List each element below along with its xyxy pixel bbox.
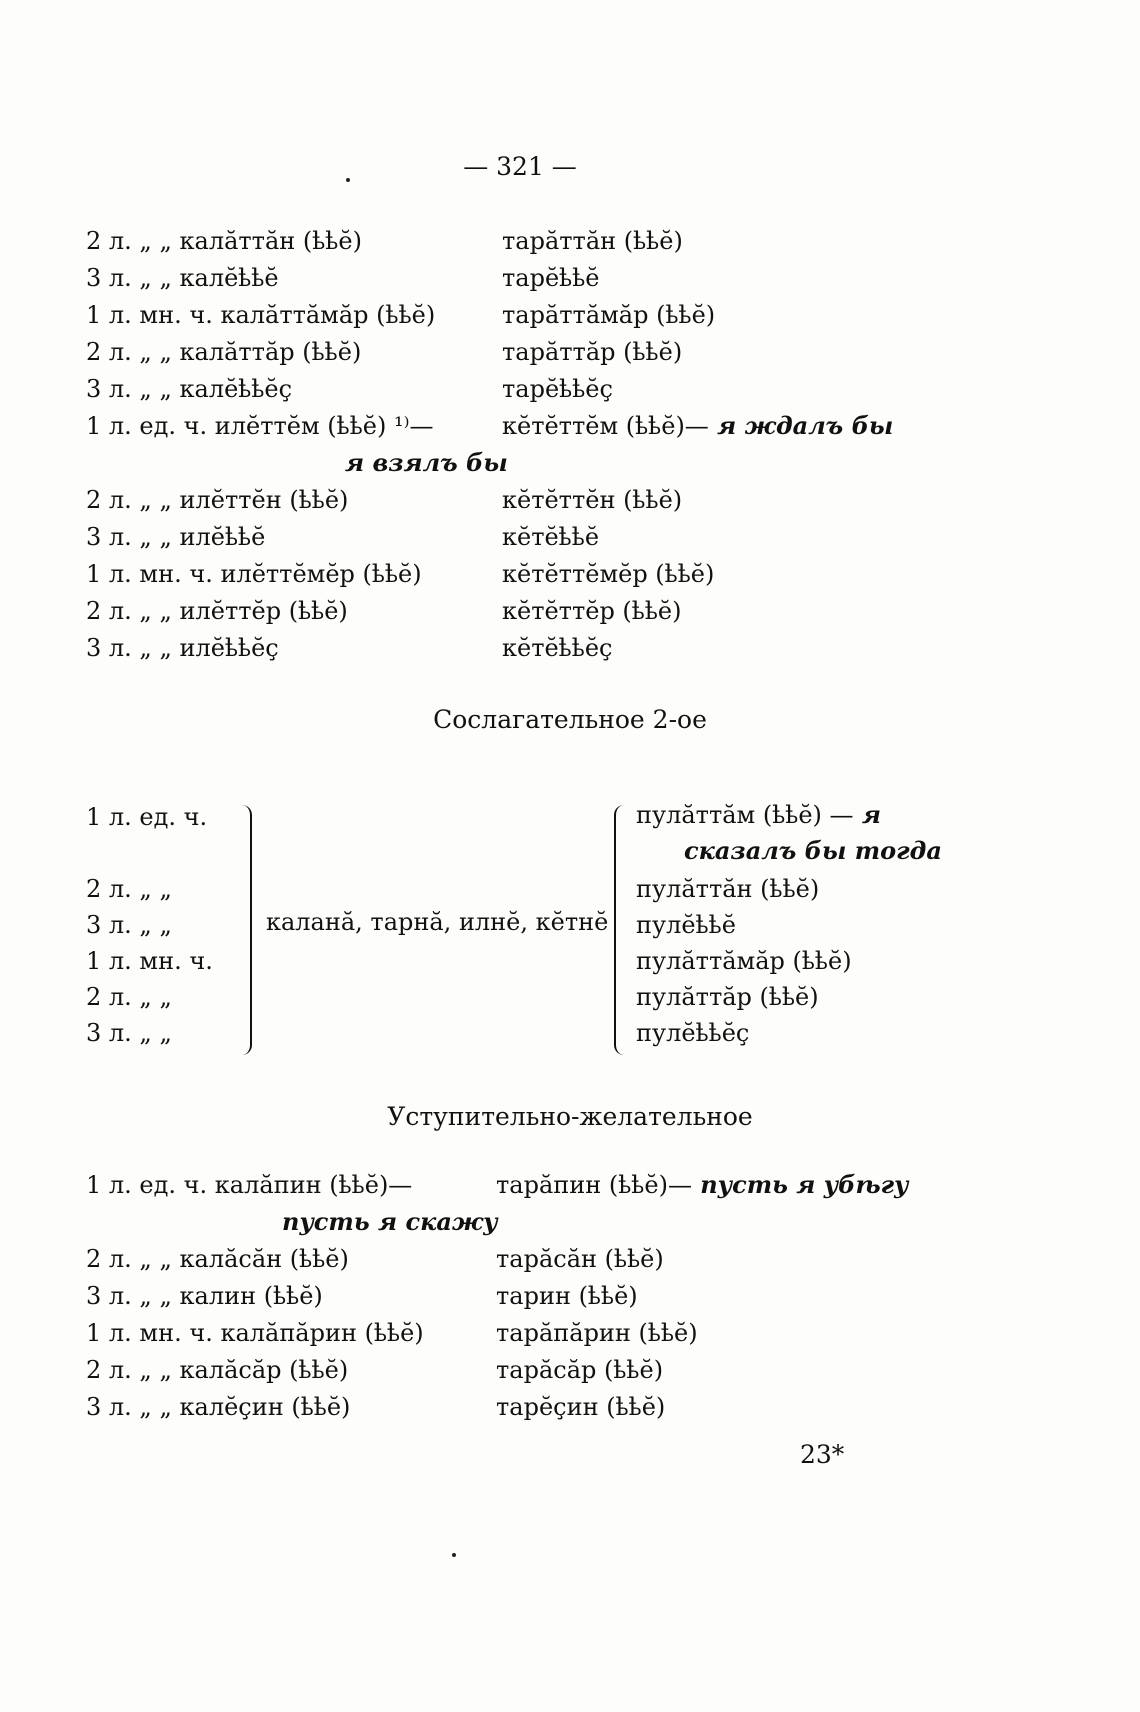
form-left: 1 л. ед. ч. калăпин (ҍҍĕ)— <box>86 1171 413 1199</box>
aux-text: пулĕҍҍĕ <box>636 911 736 939</box>
aux-form <box>636 910 736 940</box>
aux-form <box>636 1018 749 1048</box>
form-left: 2 л. „ „ калăсăн (ҍҍĕ) <box>86 1245 349 1273</box>
form-right: тарăттăр (ҍҍĕ) <box>502 338 683 366</box>
gloss-left: я взялъ бы <box>345 448 508 477</box>
aux-text: пулĕҍҍĕç <box>636 1019 750 1047</box>
form-left: 3 л. „ „ калĕçин (ҍҍĕ) <box>86 1393 351 1421</box>
speck <box>346 178 350 182</box>
aux-gloss: я <box>853 800 881 829</box>
form-right: кĕтĕттĕм (ҍҍĕ)— я ждалъ бы <box>502 411 894 440</box>
form-right: тарăсăн (ҍҍĕ) <box>496 1245 664 1273</box>
form-left: 3 л. „ „ калĕҍҍĕ <box>86 264 279 292</box>
form-left: 2 л. „ „ калăттăр (ҍҍĕ) <box>86 338 362 366</box>
form-left: 2 л. „ „ калăттăн (ҍҍĕ) <box>86 227 362 255</box>
form-left: 3 л. „ „ калин (ҍҍĕ) <box>86 1282 323 1310</box>
right-brace <box>614 805 630 1055</box>
signature-mark: 23* <box>800 1440 845 1469</box>
form-right: тарин (ҍҍĕ) <box>496 1282 638 1310</box>
form-right: кĕтĕттĕмĕр (ҍҍĕ) <box>502 560 715 588</box>
aux-text: пулăттăр (ҍҍĕ) <box>636 983 819 1011</box>
heading-concessive: Уступительно-желательное <box>387 1102 753 1131</box>
aux-gloss: сказалъ бы тогда <box>684 836 942 865</box>
form-right: тарĕҍҍĕç <box>502 375 613 403</box>
aux-form <box>636 874 819 904</box>
form-left: 3 л. „ „ калĕҍҍĕç <box>86 375 293 403</box>
verb-stems: каланă, тарнă, илнĕ, кĕтнĕ <box>266 908 609 936</box>
form-left: 2 л. „ „ илĕттĕр (ҍҍĕ) <box>86 597 348 625</box>
form-left: 1 л. мн. ч. илĕттĕмĕр (ҍҍĕ) <box>86 560 422 588</box>
person-label: 1 л. ед. ч. <box>86 803 208 831</box>
speck <box>452 1553 456 1557</box>
aux-text: пулăттăн (ҍҍĕ) <box>636 875 820 903</box>
gloss-right: я ждалъ бы <box>708 411 894 440</box>
form-left: 1 л. ед. ч. илĕттĕм (ҍҍĕ) ¹⁾— <box>86 412 434 440</box>
form-left: 2 л. „ „ калăсăр (ҍҍĕ) <box>86 1356 349 1384</box>
aux-text: пулăттăмăр (ҍҍĕ) <box>636 947 852 975</box>
aux-form <box>684 836 942 866</box>
form-right: кĕтĕттĕн (ҍҍĕ) <box>502 486 683 514</box>
form-right: тарăсăр (ҍҍĕ) <box>496 1356 664 1384</box>
person-label: 2 л. „ „ <box>86 983 172 1011</box>
form-right: кĕтĕттĕр (ҍҍĕ) <box>502 597 682 625</box>
page-number: — 321 — <box>463 152 577 181</box>
form-left: 1 л. мн. ч. калăпăрин (ҍҍĕ) <box>86 1319 424 1347</box>
form-right: тарăттăмăр (ҍҍĕ) <box>502 301 716 329</box>
person-label: 1 л. мн. ч. <box>86 947 213 975</box>
aux-text: пулăттăм (ҍҍĕ) — <box>636 801 854 829</box>
person-label: 3 л. „ „ <box>86 1019 172 1047</box>
person-label: 2 л. „ „ <box>86 875 172 903</box>
left-brace <box>236 805 252 1055</box>
aux-form <box>636 800 881 830</box>
form-left: 2 л. „ „ илĕттĕн (ҍҍĕ) <box>86 486 349 514</box>
heading-subjunctive-2: Сослагательное 2-ое <box>433 705 707 734</box>
form-right: тарăпин (ҍҍĕ)— пусть я убѣгу <box>496 1170 909 1199</box>
form-right: тарĕçин (ҍҍĕ) <box>496 1393 666 1421</box>
aux-form <box>636 982 819 1012</box>
gloss-left: пусть я скажу <box>282 1207 498 1236</box>
person-label: 3 л. „ „ <box>86 911 172 939</box>
form-left: 3 л. „ „ илĕҍҍĕç <box>86 634 279 662</box>
gloss-right: пусть я убѣгу <box>691 1170 909 1199</box>
aux-form <box>636 946 852 976</box>
form-right: тарăпăрин (ҍҍĕ) <box>496 1319 698 1347</box>
form-left: 1 л. мн. ч. калăттăмăр (ҍҍĕ) <box>86 301 436 329</box>
form-left: 3 л. „ „ илĕҍҍĕ <box>86 523 266 551</box>
form-right: тарĕҍҍĕ <box>502 264 600 292</box>
form-right: кĕтĕҍҍĕç <box>502 634 613 662</box>
form-right: кĕтĕҍҍĕ <box>502 523 600 551</box>
form-right: тарăттăн (ҍҍĕ) <box>502 227 683 255</box>
